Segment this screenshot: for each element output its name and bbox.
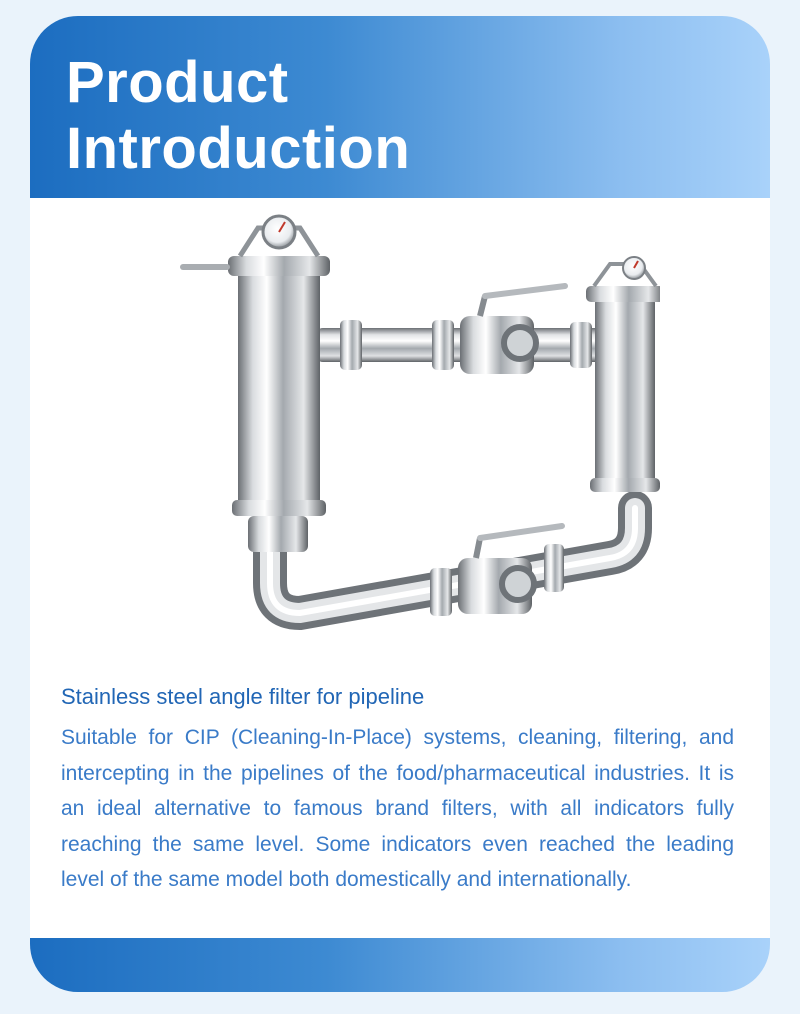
page-title xyxy=(66,50,410,182)
stainless-steel-filter-image xyxy=(140,208,660,658)
product-card xyxy=(30,16,770,992)
title-line-1: Product xyxy=(66,50,289,115)
title-line-2: Introduction xyxy=(66,116,411,181)
card-header xyxy=(30,16,770,198)
card-body xyxy=(30,198,770,938)
product-subtitle: Stainless steel angle filter for pipeline xyxy=(61,684,425,709)
product-description: Suitable for CIP (Cleaning-In-Place) systems, cleaning, filtering, and intercepting in the pipelines of the food/pharmaceutical industries. It is an ideal alternative to famous brand filters, with all indicators fully reaching the same level. Some indicators even reached the leading level of the same model both domestically and internationally. xyxy=(61,726,734,891)
card-footer-band xyxy=(30,938,770,992)
